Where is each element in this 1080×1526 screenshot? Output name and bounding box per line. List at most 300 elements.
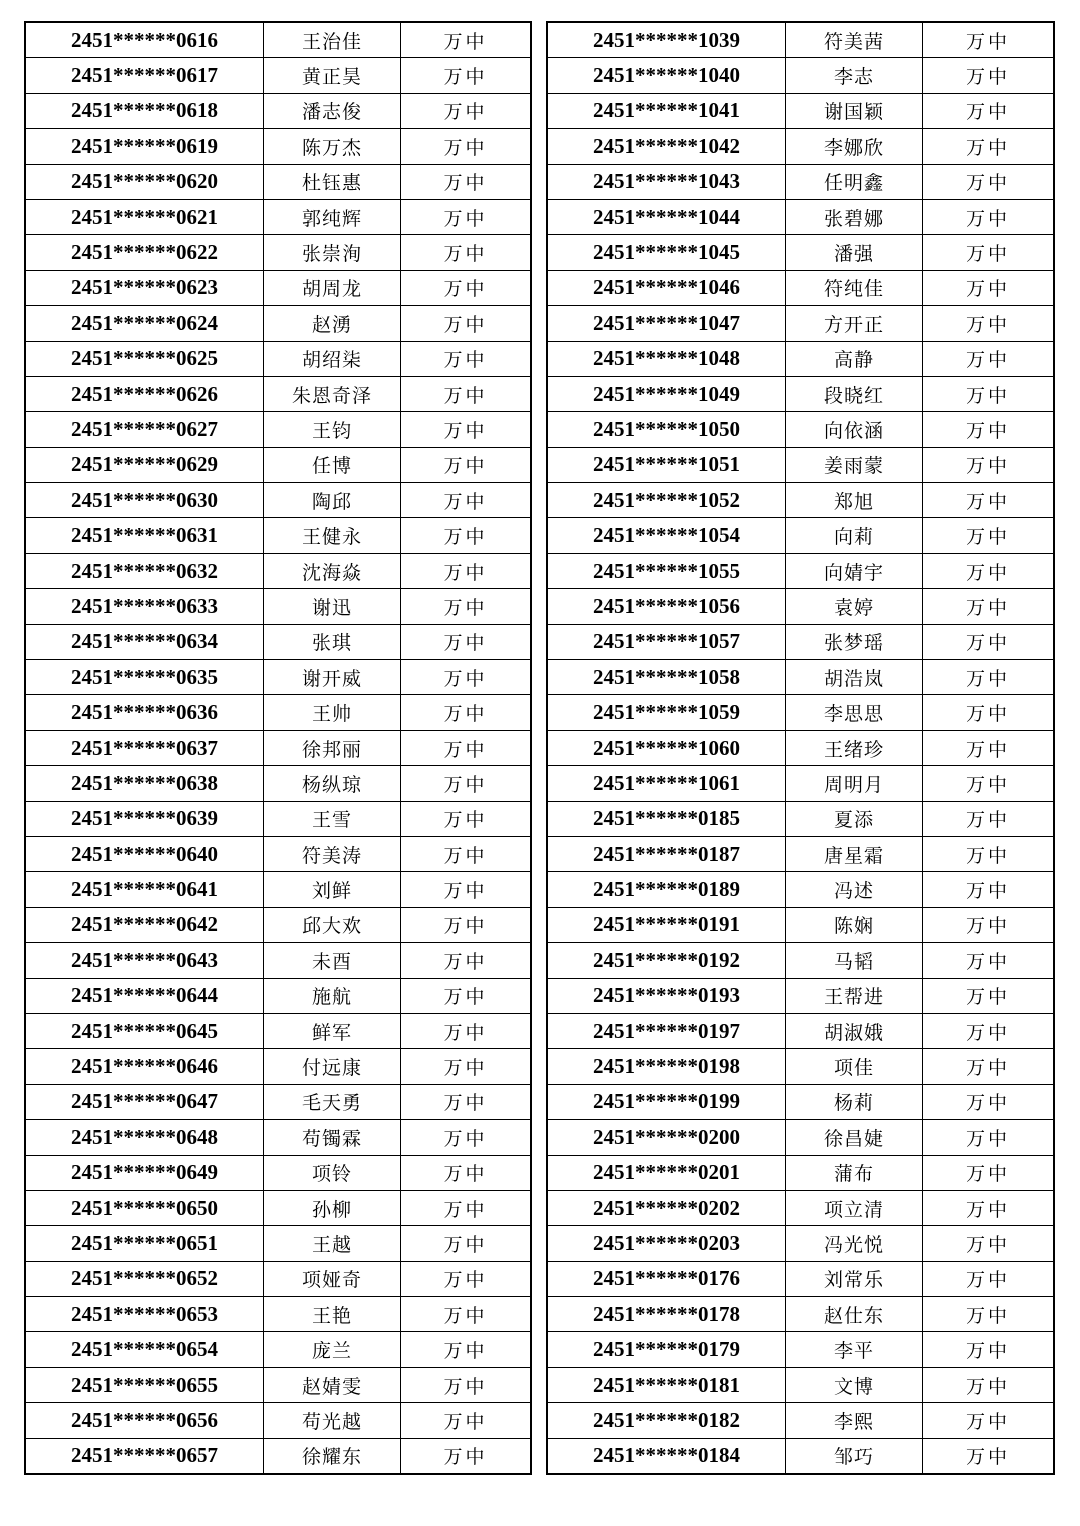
- school-cell: 万中: [923, 978, 1055, 1013]
- school-cell: 万中: [401, 589, 532, 624]
- student-id-cell: 2451******1052: [547, 483, 786, 518]
- student-id-cell: 2451******0178: [547, 1297, 786, 1332]
- table-row: [547, 1120, 1054, 1155]
- student-name-cell: 杨莉: [786, 1084, 923, 1119]
- student-name-cell: 苟光越: [264, 1403, 401, 1438]
- student-id-cell: 2451******0635: [25, 660, 264, 695]
- table-row: [547, 801, 1054, 836]
- student-id-cell: 2451******0189: [547, 872, 786, 907]
- table-row: [25, 1438, 531, 1474]
- table-row: [547, 270, 1054, 305]
- student-id-cell: 2451******0179: [547, 1332, 786, 1367]
- student-id-cell: 2451******0199: [547, 1084, 786, 1119]
- student-name-cell: 朱恩奇泽: [264, 376, 401, 411]
- student-name-cell: 杜钰惠: [264, 164, 401, 199]
- school-cell: 万中: [923, 270, 1055, 305]
- table-row: [25, 978, 531, 1013]
- student-name-cell: 王雪: [264, 801, 401, 836]
- student-id-cell: 2451******0650: [25, 1190, 264, 1225]
- school-cell: 万中: [401, 1013, 532, 1048]
- student-id-cell: 2451******0651: [25, 1226, 264, 1261]
- student-name-cell: 高静: [786, 341, 923, 376]
- school-cell: 万中: [923, 1332, 1055, 1367]
- student-id-cell: 2451******0626: [25, 376, 264, 411]
- table-row: [25, 518, 531, 553]
- student-name-cell: 符美涛: [264, 836, 401, 871]
- student-id-cell: 2451******1051: [547, 447, 786, 482]
- student-name-cell: 王钧: [264, 412, 401, 447]
- student-name-cell: 王帅: [264, 695, 401, 730]
- school-cell: 万中: [401, 270, 532, 305]
- school-cell: 万中: [401, 1226, 532, 1261]
- school-cell: 万中: [401, 766, 532, 801]
- table-row: [547, 1049, 1054, 1084]
- student-name-cell: 李志: [786, 58, 923, 93]
- student-name-cell: 未酉: [264, 943, 401, 978]
- student-name-cell: 张崇洵: [264, 235, 401, 270]
- table-row: [547, 1438, 1054, 1474]
- school-cell: 万中: [923, 447, 1055, 482]
- table-row: [25, 58, 531, 93]
- student-name-cell: 谢开威: [264, 660, 401, 695]
- student-name-cell: 张琪: [264, 624, 401, 659]
- student-id-cell: 2451******0192: [547, 943, 786, 978]
- table-row: [547, 164, 1054, 199]
- student-name-cell: 符纯佳: [786, 270, 923, 305]
- student-id-cell: 2451******0201: [547, 1155, 786, 1190]
- table-row: [25, 93, 531, 128]
- school-cell: 万中: [401, 22, 532, 58]
- school-cell: 万中: [923, 306, 1055, 341]
- student-name-cell: 潘志俊: [264, 93, 401, 128]
- table-row: [547, 58, 1054, 93]
- student-name-cell: 徐邦丽: [264, 730, 401, 765]
- school-cell: 万中: [923, 483, 1055, 518]
- student-id-cell: 2451******1042: [547, 129, 786, 164]
- school-cell: 万中: [923, 1190, 1055, 1225]
- student-name-cell: 谢国颖: [786, 93, 923, 128]
- table-row: [547, 1084, 1054, 1119]
- student-name-cell: 施航: [264, 978, 401, 1013]
- table-row: [25, 22, 531, 58]
- school-cell: 万中: [923, 518, 1055, 553]
- table-row: [547, 518, 1054, 553]
- student-name-cell: 谢迅: [264, 589, 401, 624]
- table-row: [25, 341, 531, 376]
- school-cell: 万中: [923, 376, 1055, 411]
- table-row: [25, 943, 531, 978]
- student-name-cell: 王越: [264, 1226, 401, 1261]
- student-id-cell: 2451******0625: [25, 341, 264, 376]
- student-id-cell: 2451******0193: [547, 978, 786, 1013]
- student-name-cell: 王健永: [264, 518, 401, 553]
- school-cell: 万中: [401, 1297, 532, 1332]
- student-name-cell: 沈海焱: [264, 553, 401, 588]
- table-row: [547, 624, 1054, 659]
- student-name-cell: 徐昌婕: [786, 1120, 923, 1155]
- table-row: [25, 553, 531, 588]
- school-cell: 万中: [401, 1332, 532, 1367]
- school-cell: 万中: [923, 589, 1055, 624]
- school-cell: 万中: [923, 1438, 1055, 1474]
- table-row: [547, 483, 1054, 518]
- student-name-cell: 杨纵琼: [264, 766, 401, 801]
- student-id-cell: 2451******0627: [25, 412, 264, 447]
- student-name-cell: 李娜欣: [786, 129, 923, 164]
- school-cell: 万中: [401, 1120, 532, 1155]
- student-id-cell: 2451******0619: [25, 129, 264, 164]
- school-cell: 万中: [401, 306, 532, 341]
- table-row: [547, 943, 1054, 978]
- school-cell: 万中: [401, 129, 532, 164]
- table-row: [25, 483, 531, 518]
- school-cell: 万中: [401, 518, 532, 553]
- school-cell: 万中: [923, 1084, 1055, 1119]
- school-cell: 万中: [401, 730, 532, 765]
- student-name-cell: 徐耀东: [264, 1438, 401, 1474]
- table-row: [547, 199, 1054, 234]
- student-id-cell: 2451******0617: [25, 58, 264, 93]
- student-id-cell: 2451******0631: [25, 518, 264, 553]
- school-cell: 万中: [923, 872, 1055, 907]
- student-name-cell: 冯光悦: [786, 1226, 923, 1261]
- table-row: [25, 1367, 531, 1402]
- student-id-cell: 2451******0185: [547, 801, 786, 836]
- school-cell: 万中: [923, 129, 1055, 164]
- student-name-cell: 段晓红: [786, 376, 923, 411]
- table-row: [547, 836, 1054, 871]
- school-cell: 万中: [401, 447, 532, 482]
- student-name-cell: 孙柳: [264, 1190, 401, 1225]
- school-cell: 万中: [401, 872, 532, 907]
- student-name-cell: 郭纯辉: [264, 199, 401, 234]
- student-name-cell: 刘常乐: [786, 1261, 923, 1296]
- school-cell: 万中: [923, 766, 1055, 801]
- student-name-cell: 唐星霜: [786, 836, 923, 871]
- table-row: [547, 1013, 1054, 1048]
- student-id-cell: 2451******1055: [547, 553, 786, 588]
- table-row: [25, 872, 531, 907]
- table-row: [547, 589, 1054, 624]
- student-name-cell: 鲜军: [264, 1013, 401, 1048]
- student-id-cell: 2451******0184: [547, 1438, 786, 1474]
- table-row: [25, 306, 531, 341]
- student-name-cell: 胡淑娥: [786, 1013, 923, 1048]
- student-id-cell: 2451******0640: [25, 836, 264, 871]
- student-id-cell: 2451******0643: [25, 943, 264, 978]
- school-cell: 万中: [923, 1367, 1055, 1402]
- student-name-cell: 任博: [264, 447, 401, 482]
- school-cell: 万中: [401, 660, 532, 695]
- student-name-cell: 赵湧: [264, 306, 401, 341]
- table-row: [25, 695, 531, 730]
- student-id-cell: 2451******0197: [547, 1013, 786, 1048]
- student-name-cell: 蒲布: [786, 1155, 923, 1190]
- student-name-cell: 陈万杰: [264, 129, 401, 164]
- table-row: [547, 766, 1054, 801]
- table-row: [547, 1155, 1054, 1190]
- student-id-cell: 2451******0187: [547, 836, 786, 871]
- school-cell: 万中: [401, 341, 532, 376]
- student-id-cell: 2451******0191: [547, 907, 786, 942]
- student-id-cell: 2451******1058: [547, 660, 786, 695]
- school-cell: 万中: [923, 907, 1055, 942]
- table-row: [25, 1261, 531, 1296]
- student-name-cell: 庞兰: [264, 1332, 401, 1367]
- table-row: [25, 730, 531, 765]
- table-row: [25, 1297, 531, 1332]
- student-id-cell: 2451******0198: [547, 1049, 786, 1084]
- school-cell: 万中: [401, 483, 532, 518]
- student-name-cell: 赵婧雯: [264, 1367, 401, 1402]
- student-name-cell: 马韬: [786, 943, 923, 978]
- school-cell: 万中: [401, 801, 532, 836]
- school-cell: 万中: [923, 235, 1055, 270]
- table-row: [25, 1403, 531, 1438]
- student-id-cell: 2451******0641: [25, 872, 264, 907]
- student-id-cell: 2451******0181: [547, 1367, 786, 1402]
- school-cell: 万中: [923, 22, 1055, 58]
- table-row: [547, 1403, 1054, 1438]
- student-name-cell: 文博: [786, 1367, 923, 1402]
- school-cell: 万中: [401, 553, 532, 588]
- table-row: [25, 1084, 531, 1119]
- student-id-cell: 2451******0632: [25, 553, 264, 588]
- student-name-cell: 周明月: [786, 766, 923, 801]
- student-id-cell: 2451******1046: [547, 270, 786, 305]
- table-row: [547, 412, 1054, 447]
- student-name-cell: 向莉: [786, 518, 923, 553]
- table-row: [25, 412, 531, 447]
- student-name-cell: 项立清: [786, 1190, 923, 1225]
- student-id-cell: 2451******0637: [25, 730, 264, 765]
- school-cell: 万中: [923, 943, 1055, 978]
- table-row: [25, 766, 531, 801]
- school-cell: 万中: [923, 624, 1055, 659]
- student-name-cell: 邹巧: [786, 1438, 923, 1474]
- student-id-cell: 2451******0653: [25, 1297, 264, 1332]
- roster-table-right: [546, 21, 1055, 1475]
- table-row: [25, 270, 531, 305]
- student-id-cell: 2451******1041: [547, 93, 786, 128]
- student-id-cell: 2451******1039: [547, 22, 786, 58]
- student-name-cell: 方开正: [786, 306, 923, 341]
- school-cell: 万中: [923, 553, 1055, 588]
- student-name-cell: 郑旭: [786, 483, 923, 518]
- student-id-cell: 2451******0647: [25, 1084, 264, 1119]
- table-row: [25, 1190, 531, 1225]
- student-id-cell: 2451******0629: [25, 447, 264, 482]
- school-cell: 万中: [923, 1120, 1055, 1155]
- student-name-cell: 姜雨蒙: [786, 447, 923, 482]
- student-id-cell: 2451******0622: [25, 235, 264, 270]
- table-row: [25, 447, 531, 482]
- student-name-cell: 项佳: [786, 1049, 923, 1084]
- student-id-cell: 2451******0639: [25, 801, 264, 836]
- student-name-cell: 符美茜: [786, 22, 923, 58]
- student-name-cell: 赵仕东: [786, 1297, 923, 1332]
- table-row: [25, 836, 531, 871]
- student-id-cell: 2451******1059: [547, 695, 786, 730]
- table-row: [25, 1155, 531, 1190]
- school-cell: 万中: [923, 695, 1055, 730]
- school-cell: 万中: [923, 1013, 1055, 1048]
- table-row: [25, 660, 531, 695]
- student-id-cell: 2451******0624: [25, 306, 264, 341]
- student-name-cell: 项娅奇: [264, 1261, 401, 1296]
- student-name-cell: 苟镯霖: [264, 1120, 401, 1155]
- student-name-cell: 张碧娜: [786, 199, 923, 234]
- student-id-cell: 2451******0633: [25, 589, 264, 624]
- school-cell: 万中: [401, 1403, 532, 1438]
- table-row: [547, 1297, 1054, 1332]
- table-row: [25, 1120, 531, 1155]
- school-cell: 万中: [401, 836, 532, 871]
- student-id-cell: 2451******1047: [547, 306, 786, 341]
- table-row: [25, 1332, 531, 1367]
- student-id-cell: 2451******0644: [25, 978, 264, 1013]
- student-id-cell: 2451******0654: [25, 1332, 264, 1367]
- student-id-cell: 2451******0648: [25, 1120, 264, 1155]
- table-row: [547, 1367, 1054, 1402]
- student-id-cell: 2451******0638: [25, 766, 264, 801]
- student-id-cell: 2451******0636: [25, 695, 264, 730]
- school-cell: 万中: [401, 943, 532, 978]
- student-id-cell: 2451******0645: [25, 1013, 264, 1048]
- student-id-cell: 2451******0616: [25, 22, 264, 58]
- student-name-cell: 邱大欢: [264, 907, 401, 942]
- table-row: [547, 1332, 1054, 1367]
- school-cell: 万中: [923, 1403, 1055, 1438]
- table-row: [547, 306, 1054, 341]
- school-cell: 万中: [923, 341, 1055, 376]
- student-name-cell: 潘强: [786, 235, 923, 270]
- student-id-cell: 2451******0623: [25, 270, 264, 305]
- table-row: [25, 1049, 531, 1084]
- student-id-cell: 2451******0646: [25, 1049, 264, 1084]
- student-id-cell: 2451******0634: [25, 624, 264, 659]
- student-id-cell: 2451******0182: [547, 1403, 786, 1438]
- table-row: [25, 801, 531, 836]
- school-cell: 万中: [401, 1367, 532, 1402]
- school-cell: 万中: [401, 412, 532, 447]
- table-row: [25, 164, 531, 199]
- student-id-cell: 2451******1040: [547, 58, 786, 93]
- student-name-cell: 胡浩岚: [786, 660, 923, 695]
- table-row: [547, 695, 1054, 730]
- student-name-cell: 李熙: [786, 1403, 923, 1438]
- table-row: [25, 129, 531, 164]
- school-cell: 万中: [401, 978, 532, 1013]
- table-row: [25, 1013, 531, 1048]
- school-cell: 万中: [401, 695, 532, 730]
- table-row: [547, 1261, 1054, 1296]
- school-cell: 万中: [923, 801, 1055, 836]
- student-id-cell: 2451******1045: [547, 235, 786, 270]
- student-id-cell: 2451******0655: [25, 1367, 264, 1402]
- student-name-cell: 项铃: [264, 1155, 401, 1190]
- table-row: [547, 553, 1054, 588]
- student-id-cell: 2451******1049: [547, 376, 786, 411]
- school-cell: 万中: [401, 58, 532, 93]
- school-cell: 万中: [923, 199, 1055, 234]
- student-name-cell: 李思思: [786, 695, 923, 730]
- student-name-cell: 王绪珍: [786, 730, 923, 765]
- student-id-cell: 2451******0618: [25, 93, 264, 128]
- student-id-cell: 2451******0657: [25, 1438, 264, 1474]
- school-cell: 万中: [401, 907, 532, 942]
- student-id-cell: 2451******1057: [547, 624, 786, 659]
- table-row: [547, 660, 1054, 695]
- table-row: [25, 1226, 531, 1261]
- student-id-cell: 2451******1044: [547, 199, 786, 234]
- student-name-cell: 胡周龙: [264, 270, 401, 305]
- table-row: [547, 1190, 1054, 1225]
- school-cell: 万中: [923, 164, 1055, 199]
- student-name-cell: 李平: [786, 1332, 923, 1367]
- school-cell: 万中: [401, 376, 532, 411]
- table-row: [25, 907, 531, 942]
- student-id-cell: 2451******0656: [25, 1403, 264, 1438]
- student-id-cell: 2451******1061: [547, 766, 786, 801]
- student-id-cell: 2451******0630: [25, 483, 264, 518]
- roster-table-left: [24, 21, 532, 1475]
- school-cell: 万中: [923, 660, 1055, 695]
- student-name-cell: 陶邱: [264, 483, 401, 518]
- table-row: [547, 93, 1054, 128]
- school-cell: 万中: [401, 1049, 532, 1084]
- school-cell: 万中: [401, 199, 532, 234]
- table-row: [547, 872, 1054, 907]
- school-cell: 万中: [923, 730, 1055, 765]
- school-cell: 万中: [401, 624, 532, 659]
- student-id-cell: 2451******1060: [547, 730, 786, 765]
- school-cell: 万中: [401, 1261, 532, 1296]
- school-cell: 万中: [401, 1155, 532, 1190]
- school-cell: 万中: [923, 412, 1055, 447]
- student-name-cell: 付远康: [264, 1049, 401, 1084]
- table-row: [547, 376, 1054, 411]
- school-cell: 万中: [401, 1084, 532, 1119]
- student-id-cell: 2451******0176: [547, 1261, 786, 1296]
- table-row: [547, 730, 1054, 765]
- student-name-cell: 夏添: [786, 801, 923, 836]
- school-cell: 万中: [401, 1438, 532, 1474]
- student-id-cell: 2451******0202: [547, 1190, 786, 1225]
- table-row: [547, 907, 1054, 942]
- student-id-cell: 2451******1048: [547, 341, 786, 376]
- student-id-cell: 2451******0200: [547, 1120, 786, 1155]
- school-cell: 万中: [401, 235, 532, 270]
- student-id-cell: 2451******1054: [547, 518, 786, 553]
- table-row: [547, 129, 1054, 164]
- table-row: [25, 376, 531, 411]
- table-row: [25, 235, 531, 270]
- student-name-cell: 张梦瑶: [786, 624, 923, 659]
- table-row: [25, 199, 531, 234]
- student-id-cell: 2451******0620: [25, 164, 264, 199]
- student-id-cell: 2451******1056: [547, 589, 786, 624]
- school-cell: 万中: [401, 93, 532, 128]
- student-name-cell: 袁婷: [786, 589, 923, 624]
- school-cell: 万中: [923, 1049, 1055, 1084]
- school-cell: 万中: [923, 93, 1055, 128]
- student-name-cell: 向婧宇: [786, 553, 923, 588]
- student-name-cell: 向依涵: [786, 412, 923, 447]
- school-cell: 万中: [923, 1297, 1055, 1332]
- student-id-cell: 2451******0642: [25, 907, 264, 942]
- school-cell: 万中: [923, 836, 1055, 871]
